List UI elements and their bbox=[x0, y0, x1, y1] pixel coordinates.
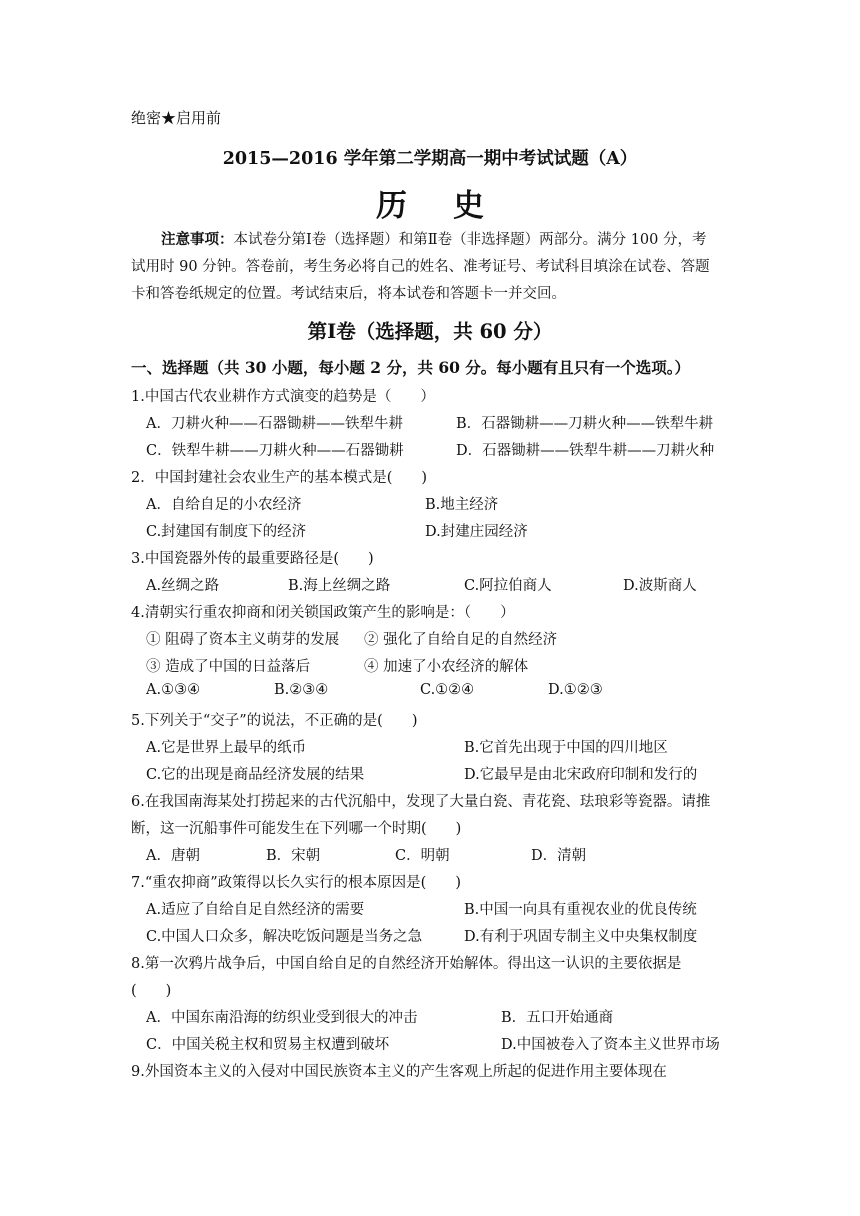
q4-item-2: ② 强化了自给自足的自然经济 bbox=[364, 632, 558, 648]
q3-option-d: D.波斯商人 bbox=[623, 578, 697, 594]
q8-option-d: D.中国被卷入了资本主义世界市场 bbox=[501, 1037, 720, 1053]
question-7-stem: 7.“重农抑商”政策得以长久实行的根本原因是( ) bbox=[131, 875, 461, 891]
q4-option-d: D.①②③ bbox=[548, 682, 603, 698]
notice-label: 注意事项： bbox=[161, 231, 234, 248]
q1-option-c: C．铁犁牛耕——刀耕火种——石器锄耕 bbox=[146, 443, 404, 459]
question-8-stem-line-2: ( ) bbox=[131, 983, 172, 999]
q4-item-1: ① 阻碍了资本主义萌芽的发展 bbox=[146, 632, 340, 648]
q3-option-a: A.丝绸之路 bbox=[146, 578, 220, 594]
q2-option-b: B.地主经济 bbox=[425, 497, 499, 513]
q2-option-a: A．自给自足的小农经济 bbox=[146, 497, 302, 513]
notice-line-1: 注意事项：本试卷分第Ⅰ卷（选择题）和第Ⅱ卷（非选择题）两部分。满分 100 分，考 bbox=[161, 231, 707, 248]
q2-option-d: D.封建庄园经济 bbox=[425, 524, 528, 540]
q8-option-c: C．中国关税主权和贸易主权遭到破坏 bbox=[146, 1037, 390, 1053]
q5-option-a: A.它是世界上最早的纸币 bbox=[146, 740, 307, 756]
question-3-stem: 3.中国瓷器外传的最重要路径是( ) bbox=[131, 551, 374, 567]
q3-option-c: C.阿拉伯商人 bbox=[464, 578, 552, 594]
section-instructions: 一、选择题（共 30 小题，每小题 2 分，共 60 分。每小题有且只有一个选项。） bbox=[131, 358, 691, 377]
question-5-stem: 5.下列关于“交子”的说法，不正确的是( ) bbox=[131, 713, 418, 729]
q8-option-b: B．五口开始通商 bbox=[501, 1010, 614, 1026]
notice-block bbox=[131, 226, 731, 308]
q7-option-a: A.适应了自给自足自然经济的需要 bbox=[146, 902, 365, 918]
question-6-stem-line-1: 6.在我国南海某处打捞起来的古代沉船中，发现了大量白瓷、青花瓷、珐琅彩等瓷器。请推 bbox=[131, 794, 711, 810]
q4-option-b: B.②③④ bbox=[274, 682, 329, 698]
q2-option-c: C.封建国有制度下的经济 bbox=[146, 524, 307, 540]
q1-option-d: D．石器锄耕——铁犁牛耕——刀耕火种 bbox=[456, 443, 715, 459]
question-2-stem: 2．中国封建社会农业生产的基本模式是( ) bbox=[131, 470, 428, 486]
question-6-stem-line-2: 断，这一沉船事件可能发生在下列哪一个时期( ) bbox=[131, 821, 462, 837]
q7-option-b: B.中国一向具有重视农业的优良传统 bbox=[464, 902, 697, 918]
exam-title: 2015—2016 学年第二学期高一期中考试试题（A） bbox=[222, 149, 638, 169]
question-1-stem: 1.中国古代农业耕作方式演变的趋势是（ ） bbox=[131, 389, 435, 405]
q4-item-3: ③ 造成了中国的日益落后 bbox=[146, 659, 311, 675]
q8-option-a: A．中国东南沿海的纺织业受到很大的冲击 bbox=[146, 1010, 418, 1026]
q1-option-b: B．石器锄耕——刀耕火种——铁犁牛耕 bbox=[456, 416, 714, 432]
q1-option-a: A．刀耕火种——石器锄耕——铁犁牛耕 bbox=[146, 416, 403, 432]
question-4-stem: 4.清朝实行重农抑商和闭关锁国政策产生的影响是：（ ） bbox=[131, 605, 515, 621]
q7-option-c: C.中国人口众多，解决吃饭问题是当务之急 bbox=[146, 929, 423, 945]
notice-line-2: 试用时 90 分钟。答卷前，考生务必将自己的姓名、准考证号、考试科目填涂在试卷、答题 bbox=[131, 259, 710, 275]
q6-option-d: D．清朝 bbox=[531, 848, 587, 864]
notice-line-3: 卡和答卷纸规定的位置。考试结束后，将本试卷和答题卡一并交回。 bbox=[131, 286, 566, 302]
q4-option-c: C.①②④ bbox=[420, 682, 475, 698]
question-8-stem-line-1: 8.第一次鸦片战争后，中国自给自足的自然经济开始解体。得出这一认识的主要依据是 bbox=[131, 956, 682, 972]
q3-option-b: B.海上丝绸之路 bbox=[288, 578, 391, 594]
q4-option-a: A.①③④ bbox=[146, 682, 201, 698]
q6-option-b: B．宋朝 bbox=[266, 848, 321, 864]
q5-option-b: B.它首先出现于中国的四川地区 bbox=[464, 740, 668, 756]
q6-option-c: C．明朝 bbox=[395, 848, 450, 864]
q6-option-a: A．唐朝 bbox=[146, 848, 200, 864]
q5-option-d: D.它最早是由北宋政府印制和发行的 bbox=[464, 767, 698, 783]
section-title: 第Ⅰ卷（选择题，共 60 分） bbox=[307, 320, 553, 343]
subject-title: 历史 bbox=[376, 188, 530, 224]
q4-item-4: ④ 加速了小农经济的解体 bbox=[364, 659, 529, 675]
question-9-stem-line-1: 9.外国资本主义的入侵对中国民族资本主义的产生客观上所起的促进作用主要体现在 bbox=[131, 1064, 667, 1080]
q5-option-c: C.它的出现是商品经济发展的结果 bbox=[146, 767, 365, 783]
q7-option-d: D.有利于巩固专制主义中央集权制度 bbox=[464, 929, 698, 945]
confidential-mark: 绝密★启用前 bbox=[131, 109, 222, 127]
